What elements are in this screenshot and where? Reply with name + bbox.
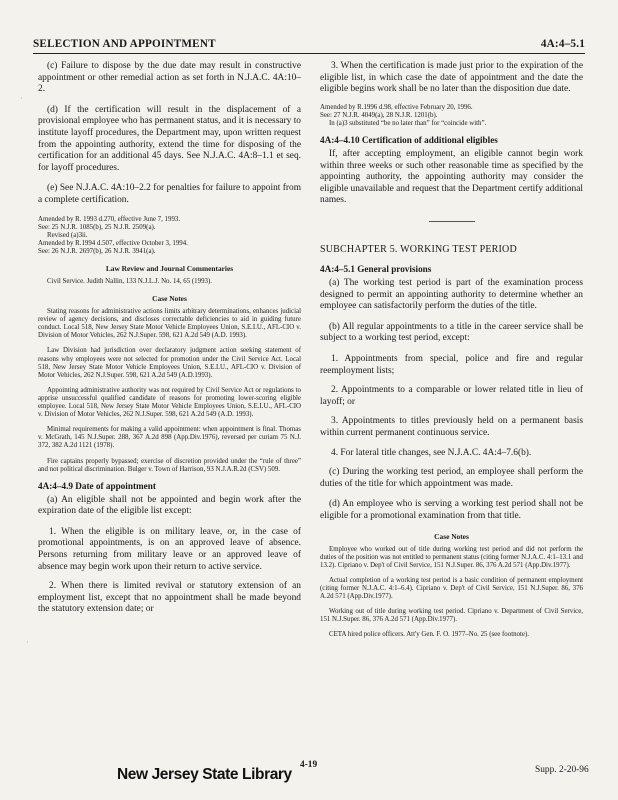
paragraph-additional-eligibles: If, after accepting employment, an eligible cannot begin work within three weeks or such other reasonable time as specified by the appointing authority, the appointing authority may consider the eligible unavailable and request that the Department certify additional names.	[320, 149, 583, 206]
case-note: CETA hired police officers. Att'y Gen. F. O. 1977–No. 25 (see footnote).	[329, 631, 529, 639]
amendment-history	[320, 104, 583, 128]
header-section-number: 4A:4–5.1	[540, 38, 585, 50]
case-notes-heading: Case Notes	[152, 294, 187, 304]
case-note: Working out of title during working test period. Cipriano v. Department of Civil Service, 151 N.J.Super. 86, 376 A.2d 571 (App.Div.1977).	[320, 608, 583, 624]
library-stamp: New Jersey State Library	[117, 766, 292, 783]
scan-speck: ˙	[26, 640, 29, 650]
amendment-line: See: 27 N.J.R. 4049(a), 28 N.J.R. 1201(b).	[320, 111, 438, 119]
paragraph-c: (c) Failure to dispose by the due date may result in constructive appointment or other remedial action as set forth in N.J.A.C. 4A:10–2.	[38, 61, 301, 95]
amendment-line: See: 26 N.J.R. 2697(b), 26 N.J.R. 3941(a).	[38, 247, 156, 255]
amendment-line: Amended by R.1994 d.507, effective October 3, 1994.	[38, 239, 188, 247]
amendment-line: See: 25 N.J.R. 1085(b), 25 N.J.R. 2509(a).	[38, 223, 156, 231]
header-title: SELECTION AND APPOINTMENT	[33, 38, 216, 50]
list-item: 2. When there is limited revival or statutory extension of an employment list, except that no appointment shall be made beyond the statutory extension date; or	[38, 581, 301, 615]
supplement-date: Supp. 2-20-96	[535, 765, 589, 775]
list-item: 2. Appointments to a comparable or lower related title in lieu of layoff; or	[320, 385, 583, 407]
case-note: Appointing administrative authority was not required by Civil Service Act or regulations to apprise unsuccessful qualified candidate of reasons for promoting lower-scoring eligible employee. Local 518, New Jersey State Motor Vehicle Employees Union, S.E.I.U., AFL-CIO v. Division of Motor Vehicles, 262 N.J.Super. 598, 621 A.2d 549 (A.D. 1993).	[38, 386, 301, 419]
header-rule	[33, 53, 585, 54]
section-heading-5-1: 4A:4–5.1 General provisions	[320, 264, 432, 275]
case-note: Minimal requirements for making a valid appointment: when appointment is final. Thomas v. McGrath, 145 N.J.Super. 288, 367 A.2d 898 (App.Div.1976), reversed per curiam 75 N.J. 372, 382 A.2d 1121 (1978).	[38, 426, 301, 450]
amendment-line: Amended by R. 1993 d.270, effective June 7, 1993.	[38, 215, 181, 223]
subchapter-heading: SUBCHAPTER 5. WORKING TEST PERIOD	[320, 244, 517, 256]
paragraph-d: (d) If the certification will result in the displacement of a provisional employee who has permanent status, and it is necessary to institute layoff procedures, the Department may, upon written request from the appointing authority, extend the time for disposing of the certification for an additional 45 days. See N.J.A.C. 4A:8–1.1 et seq. for layoff procedures.	[38, 104, 301, 173]
amendment-line: Revised (a)3ii.	[47, 231, 88, 239]
case-note: Actual completion of a working test period is a basic condition of permanent employment (citing former N.J.A.C. 4:1–6.4). Cipriano v. Dep't of Civil Service, 151 N.J.Super. 86, 376 A.2d 571 (App.Div.1977).	[320, 576, 583, 600]
law-review-entry: Civil Service. Judith Nallin, 133 N.J.L.J. No. 14, 65 (1993).	[47, 278, 212, 285]
left-column	[38, 61, 301, 624]
case-note: Stating reasons for administrative actions limits arbitrary determinations, enhances judicial review of agency decisions, and discloses correctable deficiencies to aid in guiding future conduct. Local 518, New Jersey State Motor Vehicle Employees Union, S.E.I.U., AFL-CIO v. Division of Motor Vehicles, 262 N.J.Super. 598, 621 A.2d 549 (A.D. 1993).	[38, 308, 301, 340]
case-note: Fire captains properly bypassed; exercise of discretion provided under the “rule of three” and not political discrimination. Bulger v. Town of Harrison, 93 N.J.A.R.2d (CSV) 509.	[38, 457, 301, 473]
paragraph-a: (a) An eligible shall not be appointed and begin work after the expiration date of the eligible list except:	[38, 494, 301, 517]
list-item: 3. When the certification is made just prior to the expiration of the eligible list, in which case the date of appointment and the date the eligible begins work shall be no later than the disposition due date.	[320, 61, 583, 95]
paragraph-c: (c) During the working test period, an employee shall perform the duties of the title for which appointment was made.	[320, 467, 583, 489]
list-item: 1. When the eligible is on military leave, or, in the case of promotional appointments, is on an approved leave of absence. Persons returning from military leave or an approved leave of absence may begin work upon their return to active service.	[38, 526, 301, 572]
amendment-line: Amended by R.1996 d.98, effective February 20, 1996.	[320, 103, 473, 111]
running-header	[33, 38, 585, 50]
page-number: 4-19	[300, 760, 318, 770]
paragraph-e: (e) See N.J.A.C. 4A:10–2.2 for penalties for failure to appoint from a complete certification.	[38, 183, 301, 205]
paragraph-a: (a) The working test period is part of the examination process designed to permit an appointing authority to determine whether an employee can satisfactorily perform the duties of the title.	[320, 278, 583, 312]
scan-speck: ˙	[20, 96, 23, 106]
right-column	[320, 61, 583, 646]
section-heading-4-9: 4A:4–4.9 Date of appointment	[38, 480, 156, 491]
law-review-heading: Law Review and Journal Commentaries	[105, 264, 234, 273]
list-item: 3. Appointments to titles previously held on a permanent basis within current permanent continuous service.	[320, 416, 583, 438]
case-note: Law Division had jurisdiction over declaratory judgment action seeking statement of reasons why employees were not selected for promotion under the Civil Service Act. Local 518, New Jersey State Motor Vehicle Employees Union, S.E.I.U., AFL-CIO v. Division of Motor Vehicles, 262 N.J.Super. 598, 621 A.2d 549 (A.D.1993).	[38, 347, 301, 379]
section-divider	[429, 221, 475, 222]
list-item: 1. Appointments from special, police and fire and regular reemployment lists;	[320, 354, 583, 376]
list-item: 4. For lateral title changes, see N.J.A.C. 4A:4–7.6(b).	[331, 447, 532, 458]
amendment-history	[38, 216, 301, 256]
case-notes-heading: Case Notes	[434, 531, 469, 541]
amendment-line: In (a)3 substituted “be no later than” for “coincide with”.	[329, 119, 487, 127]
case-note: Employee who worked out of title during working test period and did not perform the duties of the position was not entitled to permanent status (citing former N.J.A.C. 4:1–13.1 and 13.2). Cipriano v. Dep't of Civil Service, 151 N.J.Super. 86, 376 A.2d 571 (App.Div.1977).	[320, 545, 583, 569]
paragraph-d: (d) An employee who is serving a working test period shall not be eligible for a promotional examination from that title.	[320, 499, 583, 521]
section-heading-4-10: 4A:4–4.10 Certification of additional eligibles	[320, 135, 498, 146]
paragraph-b: (b) All regular appointments to a title in the career service shall be subject to a working test period, except:	[320, 321, 583, 344]
